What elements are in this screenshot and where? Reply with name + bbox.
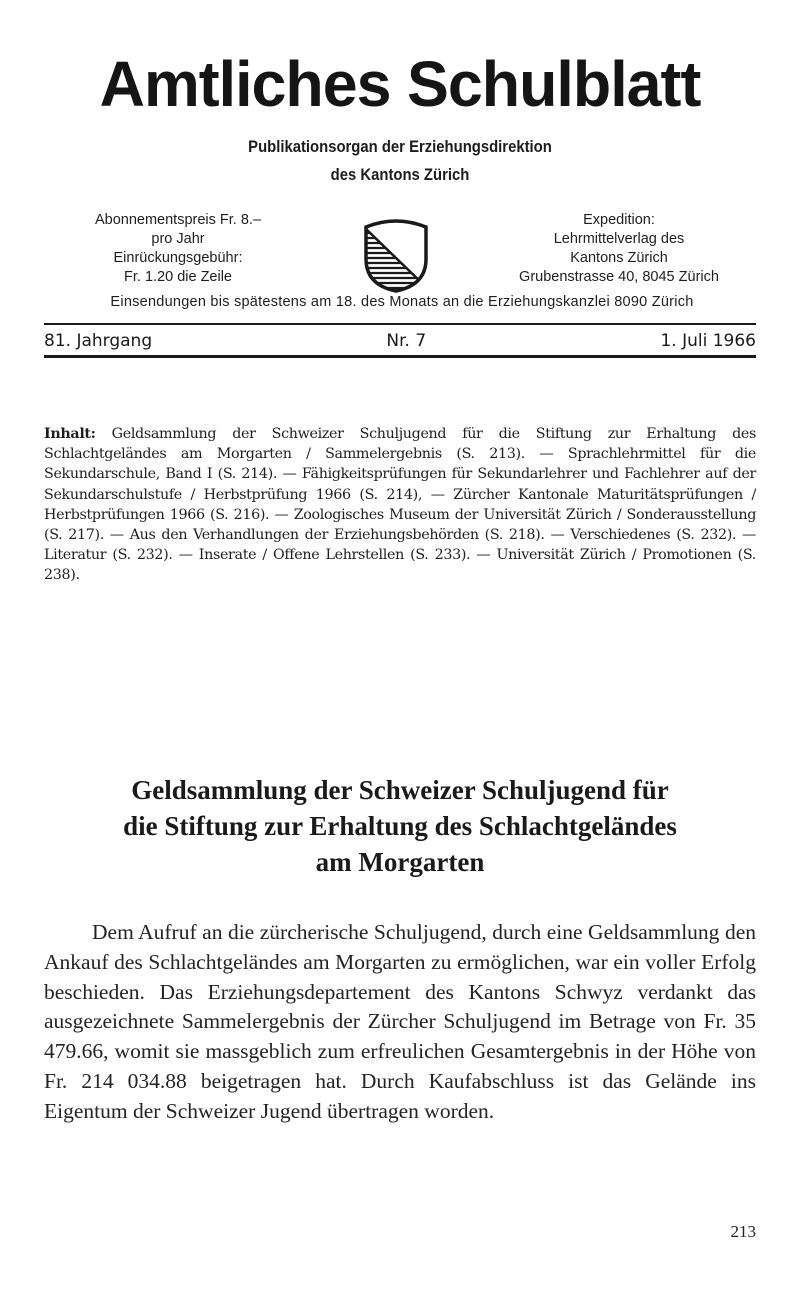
zurich-coat-of-arms-icon <box>360 215 432 293</box>
issue-number: Nr. 7 <box>386 331 427 351</box>
article-title-line3: am Morgarten <box>315 847 485 877</box>
subscription-info <box>78 211 278 287</box>
insertion-fee-label: Einrückungsgebühr: <box>113 250 243 266</box>
insertion-fee-value: Fr. 1.20 die Zeile <box>124 269 232 285</box>
contents-text: Geldsammlung der Schweizer Schuljugend für die Stiftung zur Erhaltung des Schlachtgeländes am Morgarten / Sammelergebnis (S. 213). — Sprachlehrmittel für die Sekundarschule, Band I (S. 214). — Fähigkeitsprüfungen für Sekundarlehrer und Fachlehrer auf der Sekundarschulstufe / Herbstprüfung 1966 (S. 214), — Zürcher Kantonale Maturitätsprüfungen / Herbstprüfungen 1966 (S. 216). — Zoologisches Museum der Universität Zürich / Sonderausstellung (S. 217). — Aus den Verhandlungen der Erziehungsbehörden (S. 218). — Verschiedenes (S. 232). — Literatur (S. 232). — Inserate / Offene Lehrstellen (S. 233). — Universität Zürich / Promotionen (S. 238). <box>44 426 756 584</box>
contents-label: Inhalt: <box>44 426 96 442</box>
expedition-label: Expedition: <box>583 212 655 228</box>
subscription-price: Abonnementspreis Fr. 8.– <box>94 212 262 228</box>
expedition-canton: Kantons Zürich <box>570 250 668 266</box>
divider-bottom <box>44 355 756 358</box>
expedition-info <box>488 211 750 287</box>
issue-date: 1. Juli 1966 <box>660 331 756 351</box>
subscription-period: pro Jahr <box>151 231 205 247</box>
article-title-line1: Geldsammlung der Schweizer Schuljugend für <box>131 775 669 805</box>
divider-top <box>44 323 756 325</box>
masthead-title: Amtliches Schulblatt <box>99 48 701 120</box>
masthead-subtitle-line1: Publikationsorgan der Erziehungsdirektion <box>248 138 552 156</box>
issue-info-row <box>44 328 756 354</box>
page-number: 213 <box>730 1222 756 1241</box>
article-title <box>44 772 756 880</box>
expedition-address: Grubenstrasse 40, 8045 Zürich <box>519 269 719 285</box>
issue-volume: 81. Jahrgang <box>44 331 153 351</box>
table-of-contents <box>44 424 756 586</box>
article-title-line2: die Stiftung zur Erhaltung des Schlachtgeländes <box>123 811 677 841</box>
submission-deadline: Einsendungen bis spätestens am 18. des Monats an die Erziehungskanzlei 8090 Zürich <box>110 294 694 310</box>
article-body: Dem Aufruf an die zürcherische Schuljugend, durch eine Geldsammlung den Ankauf des Schlachtgeländes am Morgarten zu ermöglichen, war ein voller Erfolg beschieden. Das Erziehungsdepartement des Kantons Schwyz verdankt das ausgezeichnete Sammelergebnis der Zürcher Schuljugend im Betrage von Fr. 35 479.66, womit sie massgeblich zum erfreulichen Gesamtergebnis in der Höhe von Fr. 214 034.88 beigetragen hat. Durch Kaufabschluss ist das Gelände ins Eigentum der Schweizer Jugend übertragen worden. <box>44 920 756 1123</box>
expedition-publisher: Lehrmittelverlag des <box>553 231 685 247</box>
masthead-subtitle-line2: des Kantons Zürich <box>330 166 470 184</box>
